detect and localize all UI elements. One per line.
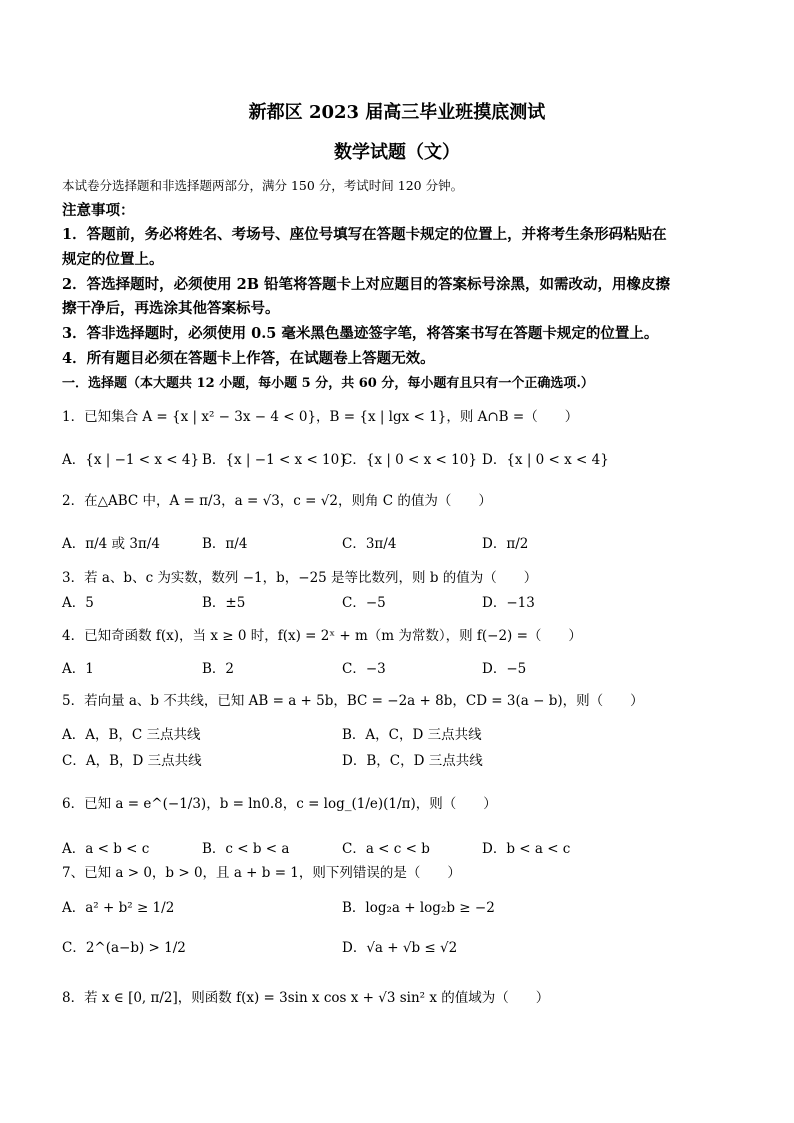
question-5-option-d: D．B，C，D 三点共线 <box>342 753 483 769</box>
note-1-line-2: 规定的位置上。 <box>62 251 164 268</box>
question-5-stem: 5．若向量 a、b 不共线，已知 AB = a + 5b，BC = −2a + 8b，CD = 3(a − b)，则（ ） <box>62 693 644 709</box>
question-4-option-b: B．2 <box>202 661 235 677</box>
question-3-option-a: A．5 <box>62 595 94 611</box>
question-7-stem: 7、已知 a > 0，b > 0，且 a + b = 1，则下列错误的是（ ） <box>62 865 461 881</box>
question-8-stem: 8．若 x ∈ [0, π/2]，则函数 f(x) = 3sin x cos x + √3 sin² x 的值域为（ ） <box>62 990 550 1006</box>
question-2-option-c: C．3π/4 <box>342 536 397 552</box>
question-1-option-d: D．{x | 0 < x < 4} <box>482 452 609 468</box>
question-3-option-c: C．−5 <box>342 595 386 611</box>
question-5-option-c: C．A，B，D 三点共线 <box>62 753 202 769</box>
question-7-option-a: A．a² + b² ≥ 1/2 <box>62 900 175 916</box>
question-7-option-c: C．2^(a−b) > 1/2 <box>62 940 186 956</box>
question-2-stem: 2．在△ABC 中，A = π/3，a = √3，c = √2，则角 C 的值为（ ） <box>62 493 492 509</box>
section-1-heading: 一．选择题（本大题共 12 小题，每小题 5 分，共 60 分，每小题有且只有一个正确选项.） <box>62 376 594 391</box>
question-6-option-a: A．a < b < c <box>62 841 150 857</box>
question-4-option-c: C．−3 <box>342 661 386 677</box>
question-3-option-d: D．−13 <box>482 595 535 611</box>
question-2-option-a: A．π/4 或 3π/4 <box>62 536 160 552</box>
question-3-stem: 3．若 a、b、c 为实数，数列 −1，b，−25 是等比数列，则 b 的值为（ ） <box>62 570 538 586</box>
question-4-option-a: A．1 <box>62 661 94 677</box>
question-1-stem: 1．已知集合 A = {x | x² − 3x − 4 < 0}，B = {x | lgx < 1}，则 A∩B =（ ） <box>62 409 579 425</box>
question-1-option-b: B．{x | −1 < x < 10} <box>202 452 348 468</box>
exam-subtitle: 数学试题（文） <box>334 142 460 163</box>
question-4-stem: 4．已知奇函数 f(x)，当 x ≥ 0 时，f(x) = 2ˣ + m（m 为常数），则 f(−2) =（ ） <box>62 628 582 644</box>
question-1-option-c: C．{x | 0 < x < 10} <box>342 452 477 468</box>
question-5-option-b: B．A，C，D 三点共线 <box>342 727 482 743</box>
note-2-line-2: 擦干净后，再选涂其他答案标号。 <box>62 300 280 317</box>
question-7-option-b: B．log₂a + log₂b ≥ −2 <box>342 900 495 916</box>
notes-heading: 注意事项： <box>62 202 135 219</box>
note-3: 3．答非选择题时，必须使用 0.5 毫米黑色墨迹签字笔，将答案书写在答题卡规定的位置上。 <box>62 325 659 342</box>
question-7-option-d: D．√a + √b ≤ √2 <box>342 940 458 956</box>
question-5-option-a: A．A，B，C 三点共线 <box>62 727 201 743</box>
question-2-option-d: D．π/2 <box>482 536 529 552</box>
note-1-line-1: 1．答题前，务必将姓名、考场号、座位号填写在答题卡规定的位置上，并将考生条形码粘贴在 <box>62 226 667 243</box>
question-4-option-d: D．−5 <box>482 661 527 677</box>
exam-title: 新都区 2023 届高三毕业班摸底测试 <box>248 102 546 123</box>
question-6-option-c: C．a < c < b <box>342 841 430 857</box>
question-1-option-a: A．{x | −1 < x < 4} <box>62 452 200 468</box>
intro-text: 本试卷分选择题和非选择题两部分，满分 150 分，考试时间 120 分钟。 <box>62 178 464 193</box>
note-2-line-1: 2．答选择题时，必须使用 2B 铅笔将答题卡上对应题目的答案标号涂黑，如需改动，用橡皮擦 <box>62 276 671 293</box>
question-6-option-d: D．b < a < c <box>482 841 571 857</box>
question-3-option-b: B．±5 <box>202 595 246 611</box>
question-6-stem: 6．已知 a = e^(−1/3)，b = ln0.8，c = log_(1/e)(1/π)，则（ ） <box>62 796 497 812</box>
question-2-option-b: B．π/4 <box>202 536 248 552</box>
note-4: 4．所有题目必须在答题卡上作答，在试题卷上答题无效。 <box>62 350 435 367</box>
question-6-option-b: B．c < b < a <box>202 841 290 857</box>
